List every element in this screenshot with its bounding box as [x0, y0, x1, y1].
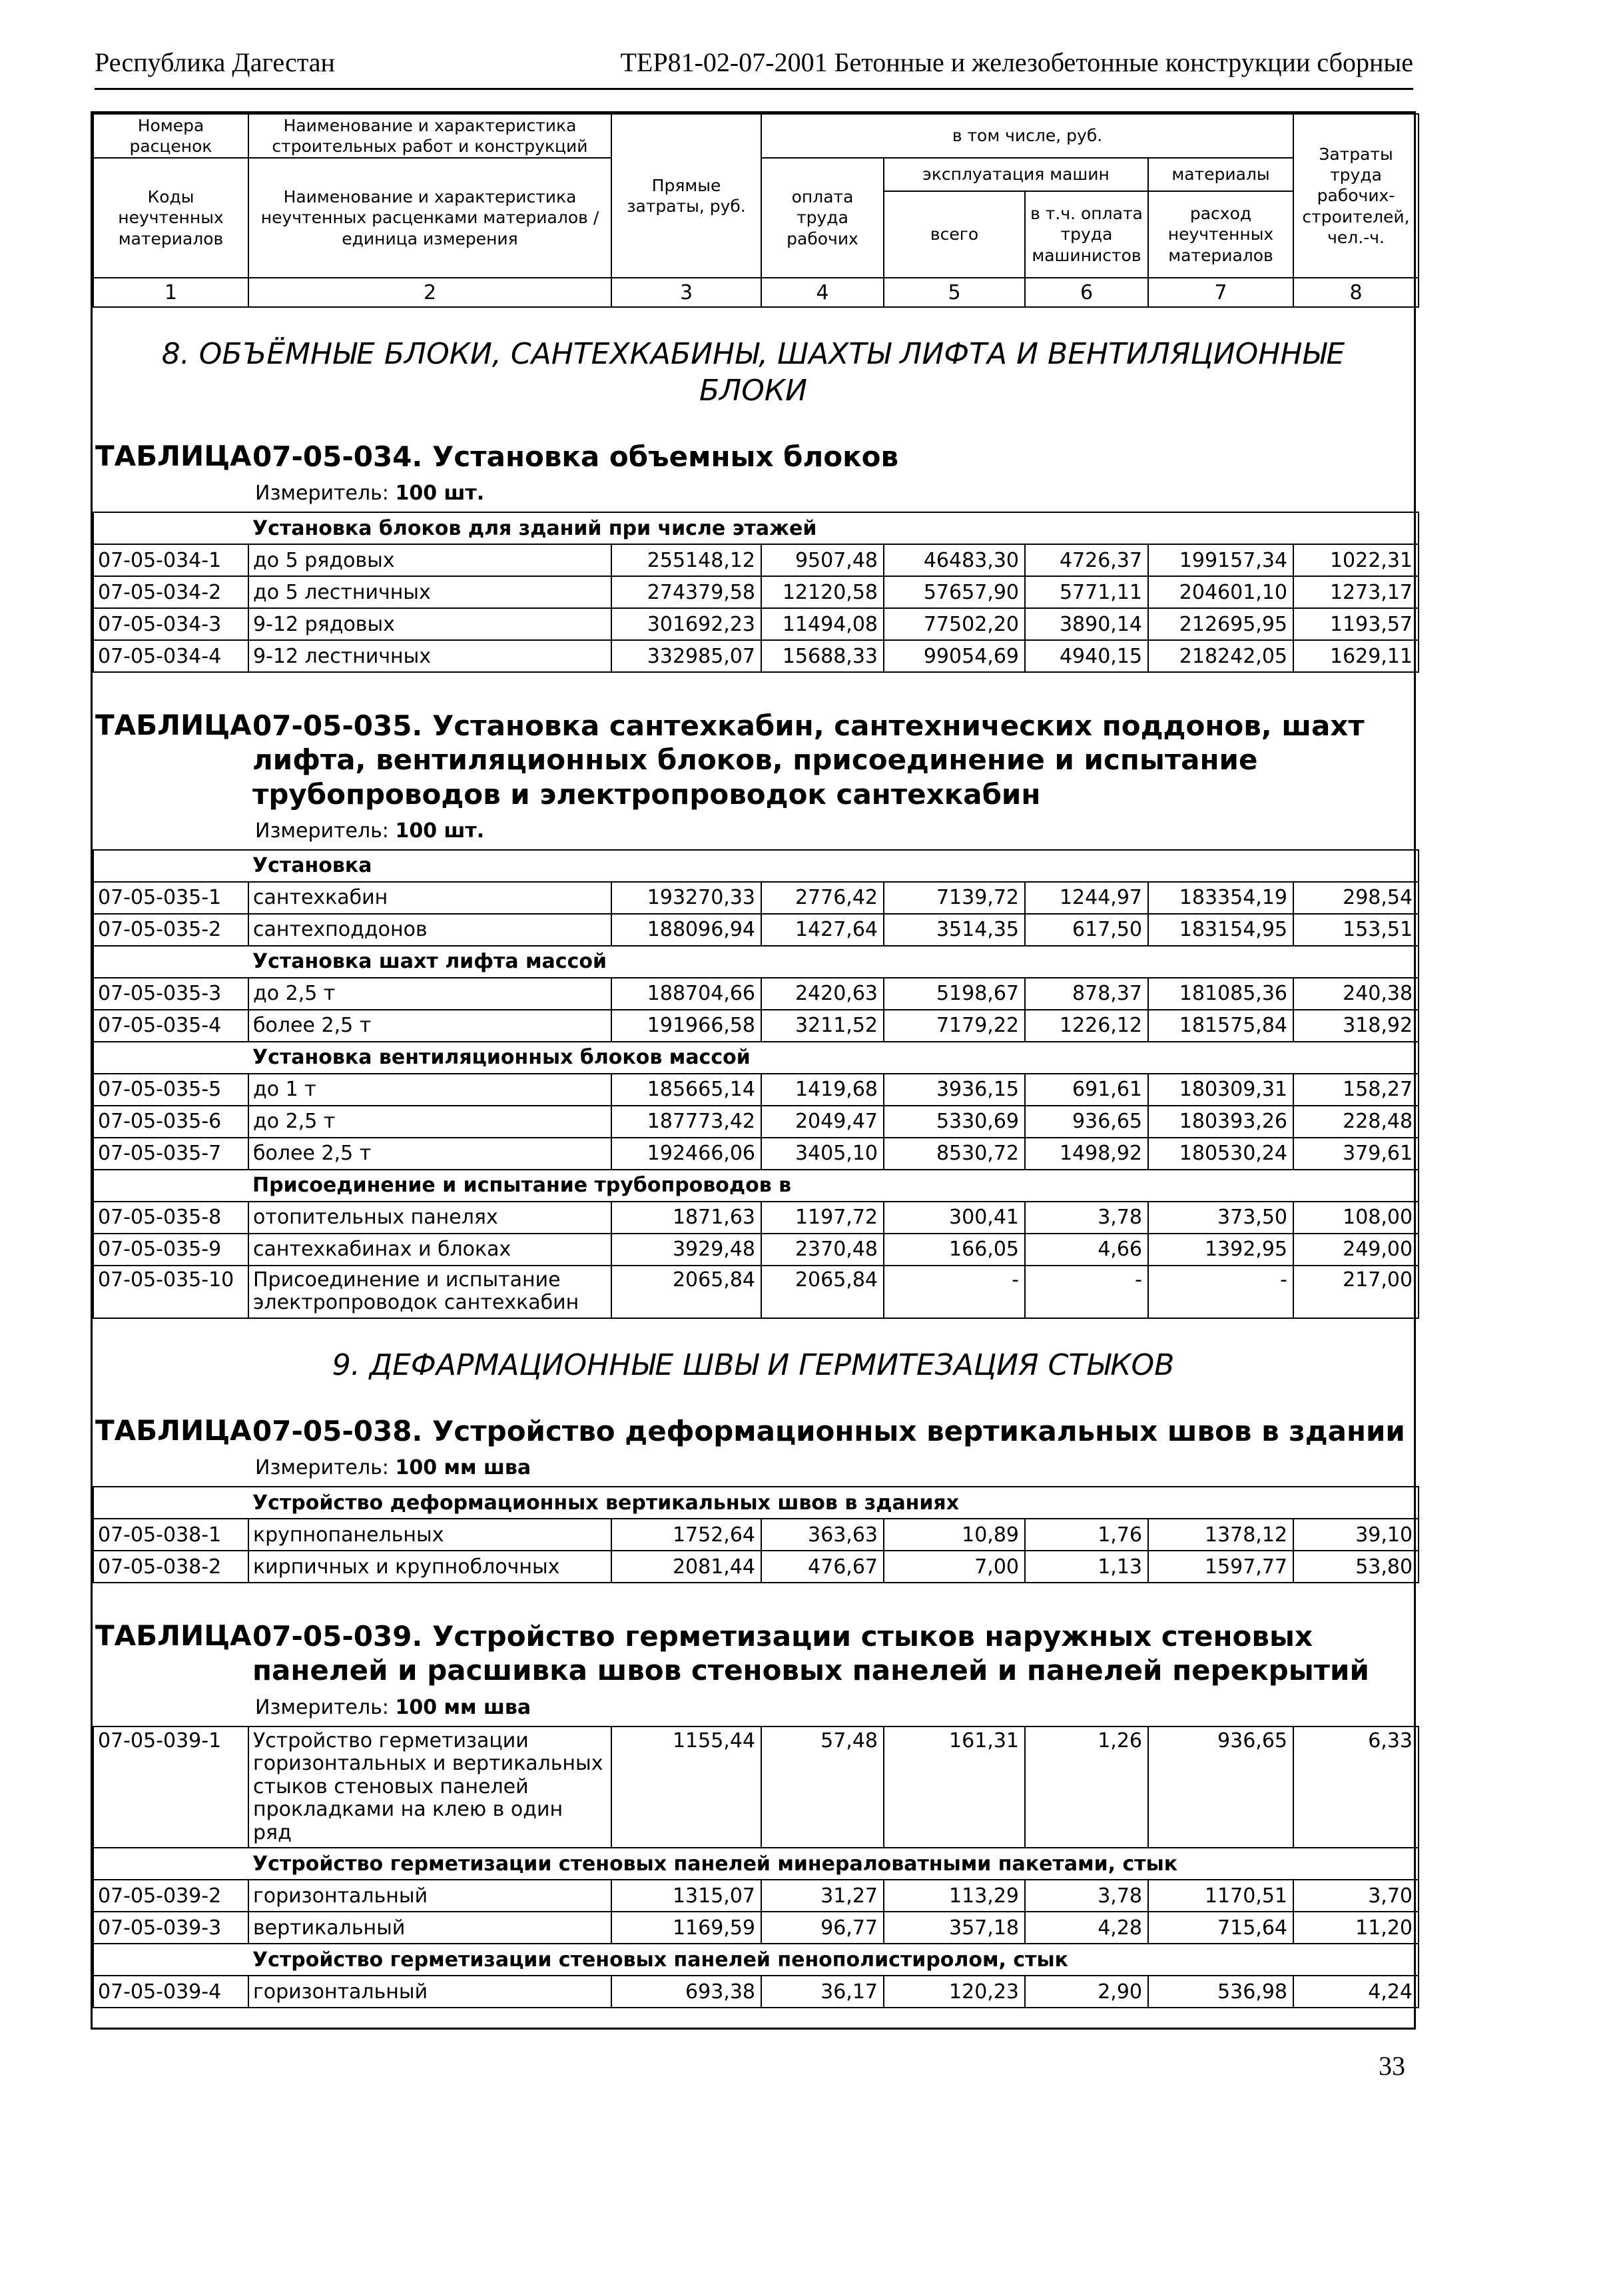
value-v5: 161,31	[884, 1726, 1025, 1848]
value-v8: 53,80	[1293, 1551, 1419, 1583]
value-v8: 153,51	[1293, 914, 1419, 946]
rate-name: Присоединение и испытание электропроводок сантехкабин	[248, 1266, 611, 1318]
value-v3: 1315,07	[611, 1880, 761, 1912]
rate-name: сантехкабин	[248, 882, 611, 914]
value-v8: 1193,57	[1293, 608, 1419, 640]
value-v5: 10,89	[884, 1519, 1025, 1551]
rate-code: 07-05-034-4	[93, 640, 248, 672]
rate-name: 9-12 рядовых	[248, 608, 611, 640]
subgroup-label: Устройство герметизации стеновых панелей минераловатными пакетами, стык	[248, 1848, 1419, 1880]
value-v8: 1629,11	[1293, 640, 1419, 672]
subgroup-blank	[93, 1848, 248, 1880]
rate-code: 07-05-039-1	[93, 1726, 248, 1848]
rate-name: отопительных панелях	[248, 1202, 611, 1234]
table-row	[93, 1106, 1419, 1138]
rate-code: 07-05-035-10	[93, 1266, 248, 1318]
value-v3: 1155,44	[611, 1726, 761, 1848]
value-v8: 379,61	[1293, 1138, 1419, 1170]
value-v8: 39,10	[1293, 1519, 1419, 1551]
col-number: 7	[1148, 278, 1293, 307]
value-v5: 5330,69	[884, 1106, 1025, 1138]
col3-header-direct-costs: Прямые затраты, руб.	[611, 114, 761, 278]
value-v4: 476,67	[761, 1551, 884, 1583]
value-v4: 3405,10	[761, 1138, 884, 1170]
value-v4: 96,77	[761, 1912, 884, 1944]
subgroup-label: Устройство деформационных вертикальных швов в зданиях	[248, 1487, 1419, 1519]
value-v6: 4726,37	[1025, 544, 1148, 576]
table-row	[93, 1202, 1419, 1234]
value-v4: 9507,48	[761, 544, 884, 576]
value-v4: 15688,33	[761, 640, 884, 672]
table-row	[93, 1138, 1419, 1170]
value-v6: 878,37	[1025, 978, 1148, 1010]
page-number: 33	[1379, 2051, 1405, 2081]
value-v5: 357,18	[884, 1912, 1025, 1944]
value-v4: 2420,63	[761, 978, 884, 1010]
value-v6: 5771,11	[1025, 576, 1148, 608]
value-v7: 218242,05	[1148, 640, 1293, 672]
value-v3: 188096,94	[611, 914, 761, 946]
value-v7: 1392,95	[1148, 1234, 1293, 1266]
rate-name: вертикальный	[248, 1912, 611, 1944]
subgroup-blank	[93, 1944, 248, 1976]
running-header	[95, 41, 1413, 90]
rate-code: 07-05-035-3	[93, 978, 248, 1010]
rate-name: более 2,5 т	[248, 1010, 611, 1042]
value-v4: 2370,48	[761, 1234, 884, 1266]
value-v8: 1022,31	[1293, 544, 1419, 576]
rate-name: 9-12 лестничных	[248, 640, 611, 672]
column-header-table	[93, 113, 1419, 308]
rate-code: 07-05-035-9	[93, 1234, 248, 1266]
subgroup-row	[93, 1487, 1419, 1519]
subgroup-row	[93, 850, 1419, 882]
value-v6: 4,28	[1025, 1912, 1148, 1944]
value-v6: -	[1025, 1266, 1148, 1318]
measure-unit: Измеритель: 100 мм шва	[255, 1456, 531, 1480]
table-row	[93, 1010, 1419, 1042]
section-9-heading: 9. ДЕФАРМАЦИОННЫЕ ШВЫ И ГЕРМИТЕЗАЦИЯ СТЫКОВ	[332, 1347, 1175, 1382]
value-v7: 536,98	[1148, 1976, 1293, 2008]
value-v3: 193270,33	[611, 882, 761, 914]
rates-table-035	[93, 849, 1419, 1319]
header-machines: эксплуатация машин	[884, 158, 1148, 191]
value-v6: 3,78	[1025, 1202, 1148, 1234]
rate-name: сантехкабинах и блоках	[248, 1234, 611, 1266]
table-row	[93, 1880, 1419, 1912]
table-07-05-034	[93, 429, 1414, 474]
value-v6: 4940,15	[1025, 640, 1148, 672]
value-v7: 715,64	[1148, 1912, 1293, 1944]
value-v8: 108,00	[1293, 1202, 1419, 1234]
value-v6: 1,13	[1025, 1551, 1148, 1583]
value-v4: 1427,64	[761, 914, 884, 946]
value-v7: 212695,95	[1148, 608, 1293, 640]
value-v3: 3929,48	[611, 1234, 761, 1266]
subgroup-row	[93, 1042, 1419, 1074]
table-row	[93, 1551, 1419, 1583]
value-v6: 3,78	[1025, 1880, 1148, 1912]
value-v7: 181575,84	[1148, 1010, 1293, 1042]
value-v7: 181085,36	[1148, 978, 1293, 1010]
value-v7: 199157,34	[1148, 544, 1293, 576]
value-v5: 3514,35	[884, 914, 1025, 946]
rates-table-039	[93, 1726, 1419, 2009]
header-document-title: ТЕР81-02-07-2001 Бетонные и железобетонные конструкции сборные	[620, 47, 1413, 77]
col2-header-materials: Наименование и характеристика неучтенных расценками материалов / единица измерения	[248, 158, 611, 278]
subgroup-label: Установка	[248, 850, 1419, 882]
value-v6: 1498,92	[1025, 1138, 1148, 1170]
value-v6: 1226,12	[1025, 1010, 1148, 1042]
value-v7: 1170,51	[1148, 1880, 1293, 1912]
rate-code: 07-05-035-5	[93, 1074, 248, 1106]
subgroup-row	[93, 1848, 1419, 1880]
table-label: ТАБЛИЦА	[95, 1413, 252, 1447]
value-v7: 204601,10	[1148, 576, 1293, 608]
table-07-05-039	[93, 1609, 1414, 1687]
rate-code: 07-05-035-7	[93, 1138, 248, 1170]
table-row	[93, 1266, 1419, 1318]
table-row	[93, 978, 1419, 1010]
rate-code: 07-05-038-1	[93, 1519, 248, 1551]
col5-header-total: всего	[884, 191, 1025, 278]
rate-name: сантехподдонов	[248, 914, 611, 946]
value-v6: 4,66	[1025, 1234, 1148, 1266]
col-number: 8	[1293, 278, 1419, 307]
rate-name: горизонтальный	[248, 1976, 611, 2008]
col1-header-rates: Номера расценок	[93, 114, 248, 158]
col-number: 5	[884, 278, 1025, 307]
value-v7: 183154,95	[1148, 914, 1293, 946]
value-v7: -	[1148, 1266, 1293, 1318]
rates-table-034	[93, 512, 1419, 673]
rate-code: 07-05-034-2	[93, 576, 248, 608]
value-v8: 298,54	[1293, 882, 1419, 914]
table-row	[93, 544, 1419, 576]
rate-code: 07-05-039-3	[93, 1912, 248, 1944]
value-v7: 180393,26	[1148, 1106, 1293, 1138]
value-v6: 1,76	[1025, 1519, 1148, 1551]
value-v6: 691,61	[1025, 1074, 1148, 1106]
value-v8: 249,00	[1293, 1234, 1419, 1266]
value-v6: 3890,14	[1025, 608, 1148, 640]
col7-header-unaccounted-materials: расход неучтенных материалов	[1148, 191, 1293, 278]
subgroup-row	[93, 1170, 1419, 1202]
value-v7: 1597,77	[1148, 1551, 1293, 1583]
value-v6: 936,65	[1025, 1106, 1148, 1138]
subgroup-label: Присоединение и испытание трубопроводов в	[248, 1170, 1419, 1202]
value-v3: 1752,64	[611, 1519, 761, 1551]
value-v5: 120,23	[884, 1976, 1025, 2008]
table-title: 07-05-034. Установка объемных блоков	[252, 440, 899, 473]
measure-unit: Измеритель: 100 шт.	[255, 482, 485, 506]
header-including: в том числе, руб.	[761, 114, 1293, 158]
rate-code: 07-05-038-2	[93, 1551, 248, 1583]
rate-name: до 5 рядовых	[248, 544, 611, 576]
rate-name: кирпичных и крупноблочных	[248, 1551, 611, 1583]
subgroup-row	[93, 946, 1419, 978]
value-v4: 1419,68	[761, 1074, 884, 1106]
subgroup-blank	[93, 1170, 248, 1202]
value-v3: 301692,23	[611, 608, 761, 640]
value-v4: 3211,52	[761, 1010, 884, 1042]
value-v4: 2065,84	[761, 1266, 884, 1318]
header-materials: материалы	[1148, 158, 1293, 191]
value-v6: 1,26	[1025, 1726, 1148, 1848]
table-row	[93, 882, 1419, 914]
value-v4: 57,48	[761, 1726, 884, 1848]
value-v8: 217,00	[1293, 1266, 1419, 1318]
value-v4: 2776,42	[761, 882, 884, 914]
table-07-05-038	[93, 1403, 1414, 1448]
value-v3: 255148,12	[611, 544, 761, 576]
value-v7: 936,65	[1148, 1726, 1293, 1848]
value-v5: 5198,67	[884, 978, 1025, 1010]
value-v3: 1871,63	[611, 1202, 761, 1234]
value-v4: 1197,72	[761, 1202, 884, 1234]
value-v5: 166,05	[884, 1234, 1025, 1266]
value-v8: 3,70	[1293, 1880, 1419, 1912]
table-label: ТАБЛИЦА	[95, 1619, 252, 1653]
value-v8: 240,38	[1293, 978, 1419, 1010]
subgroup-label: Установка блоков для зданий при числе этажей	[248, 512, 1419, 544]
value-v8: 318,92	[1293, 1010, 1419, 1042]
value-v3: 2081,44	[611, 1551, 761, 1583]
value-v5: -	[884, 1266, 1025, 1318]
col-number: 4	[761, 278, 884, 307]
table-title: 07-05-038. Устройство деформационных вертикальных швов в здании	[252, 1414, 1405, 1447]
value-v4: 363,63	[761, 1519, 884, 1551]
col-number: 2	[248, 278, 611, 307]
table-row	[93, 1726, 1419, 1848]
rate-name: до 2,5 т	[248, 978, 611, 1010]
rate-name: до 5 лестничных	[248, 576, 611, 608]
rate-code: 07-05-039-2	[93, 1880, 248, 1912]
document-frame	[91, 111, 1416, 2030]
value-v8: 11,20	[1293, 1912, 1419, 1944]
table-row	[93, 1912, 1419, 1944]
value-v4: 36,17	[761, 1976, 884, 2008]
value-v3: 188704,66	[611, 978, 761, 1010]
value-v3: 2065,84	[611, 1266, 761, 1318]
subgroup-row	[93, 1944, 1419, 1976]
value-v5: 57657,90	[884, 576, 1025, 608]
table-row	[93, 608, 1419, 640]
value-v5: 3936,15	[884, 1074, 1025, 1106]
rate-code: 07-05-034-1	[93, 544, 248, 576]
measure-unit: Измеритель: 100 шт.	[255, 819, 485, 843]
table-07-05-035	[93, 698, 1414, 811]
subgroup-label: Устройство герметизации стеновых панелей пенополистиролом, стык	[248, 1944, 1419, 1976]
col8-header-labor: Затраты труда рабочих-строителей, чел.-ч.	[1293, 114, 1419, 278]
col1-header-codes: Коды неучтенных материалов	[93, 158, 248, 278]
value-v3: 274379,58	[611, 576, 761, 608]
measure-unit: Измеритель: 100 мм шва	[255, 1695, 531, 1719]
value-v8: 228,48	[1293, 1106, 1419, 1138]
col-number: 3	[611, 278, 761, 307]
rate-code: 07-05-035-2	[93, 914, 248, 946]
value-v5: 46483,30	[884, 544, 1025, 576]
value-v8: 1273,17	[1293, 576, 1419, 608]
value-v6: 1244,97	[1025, 882, 1148, 914]
col-number: 1	[93, 278, 248, 307]
value-v5: 7179,22	[884, 1010, 1025, 1042]
value-v4: 12120,58	[761, 576, 884, 608]
value-v3: 191966,58	[611, 1010, 761, 1042]
col6-header-operators-wages: в т.ч. оплата труда машинистов	[1025, 191, 1148, 278]
value-v5: 8530,72	[884, 1138, 1025, 1170]
value-v3: 185665,14	[611, 1074, 761, 1106]
rate-code: 07-05-035-6	[93, 1106, 248, 1138]
value-v4: 11494,08	[761, 608, 884, 640]
table-row	[93, 640, 1419, 672]
col4-header-wages: оплата труда рабочих	[761, 158, 884, 278]
subgroup-blank	[93, 850, 248, 882]
value-v3: 192466,06	[611, 1138, 761, 1170]
subgroup-blank	[93, 512, 248, 544]
subgroup-blank	[93, 1487, 248, 1519]
table-row	[93, 914, 1419, 946]
rate-name: горизонтальный	[248, 1880, 611, 1912]
value-v5: 300,41	[884, 1202, 1025, 1234]
subgroup-blank	[93, 1042, 248, 1074]
rate-code: 07-05-035-8	[93, 1202, 248, 1234]
subgroup-label: Установка вентиляционных блоков массой	[248, 1042, 1419, 1074]
table-title: 07-05-035. Установка сантехкабин, сантехнических поддонов, шахт лифта, вентиляционных блоков, присоединение и испытание трубопроводов и электропроводок сантехкабин	[252, 709, 1365, 811]
value-v7: 180530,24	[1148, 1138, 1293, 1170]
value-v6: 2,90	[1025, 1976, 1148, 2008]
rate-code: 07-05-034-3	[93, 608, 248, 640]
subgroup-label: Установка шахт лифта массой	[248, 946, 1419, 978]
value-v5: 77502,20	[884, 608, 1025, 640]
table-label: ТАБЛИЦА	[95, 440, 252, 472]
header-region: Республика Дагестан	[95, 47, 335, 77]
value-v7: 180309,31	[1148, 1074, 1293, 1106]
value-v7: 1378,12	[1148, 1519, 1293, 1551]
rate-name: крупнопанельных	[248, 1519, 611, 1551]
table-row	[93, 1074, 1419, 1106]
subgroup-row	[93, 512, 1419, 544]
rate-name: до 1 т	[248, 1074, 611, 1106]
value-v8: 6,33	[1293, 1726, 1419, 1848]
rate-name: Устройство герметизации горизонтальных и вертикальных стыков стеновых панелей прокладками на клею в один ряд	[248, 1726, 611, 1848]
value-v7: 183354,19	[1148, 882, 1293, 914]
value-v6: 617,50	[1025, 914, 1148, 946]
table-row	[93, 1976, 1419, 2008]
table-row	[93, 576, 1419, 608]
section-8-heading: 8. ОБЪЁМНЫЕ БЛОКИ, САНТЕХКАБИНЫ, ШАХТЫ ЛИФТА И ВЕНТИЛЯЦИОННЫЕ БЛОКИ	[161, 337, 1345, 408]
value-v5: 99054,69	[884, 640, 1025, 672]
table-row	[93, 1519, 1419, 1551]
table-label: ТАБЛИЦА	[95, 709, 252, 742]
value-v3: 187773,42	[611, 1106, 761, 1138]
value-v4: 31,27	[761, 1880, 884, 1912]
table-row	[93, 1234, 1419, 1266]
value-v5: 7,00	[884, 1551, 1025, 1583]
value-v5: 7139,72	[884, 882, 1025, 914]
rate-code: 07-05-039-4	[93, 1976, 248, 2008]
value-v8: 4,24	[1293, 1976, 1419, 2008]
rate-code: 07-05-035-4	[93, 1010, 248, 1042]
value-v8: 158,27	[1293, 1074, 1419, 1106]
value-v4: 2049,47	[761, 1106, 884, 1138]
value-v7: 373,50	[1148, 1202, 1293, 1234]
value-v3: 1169,59	[611, 1912, 761, 1944]
value-v3: 693,38	[611, 1976, 761, 2008]
value-v5: 113,29	[884, 1880, 1025, 1912]
rate-name: более 2,5 т	[248, 1138, 611, 1170]
value-v3: 332985,07	[611, 640, 761, 672]
col-number: 6	[1025, 278, 1148, 307]
table-title: 07-05-039. Устройство герметизации стыков наружных стеновых панелей и расшивка швов стеновых панелей и панелей перекрытий	[252, 1620, 1369, 1687]
col2-header-works: Наименование и характеристика строительных работ и конструкций	[248, 114, 611, 158]
subgroup-blank	[93, 946, 248, 978]
rate-name: до 2,5 т	[248, 1106, 611, 1138]
rate-code: 07-05-035-1	[93, 882, 248, 914]
rates-table-038	[93, 1486, 1419, 1583]
